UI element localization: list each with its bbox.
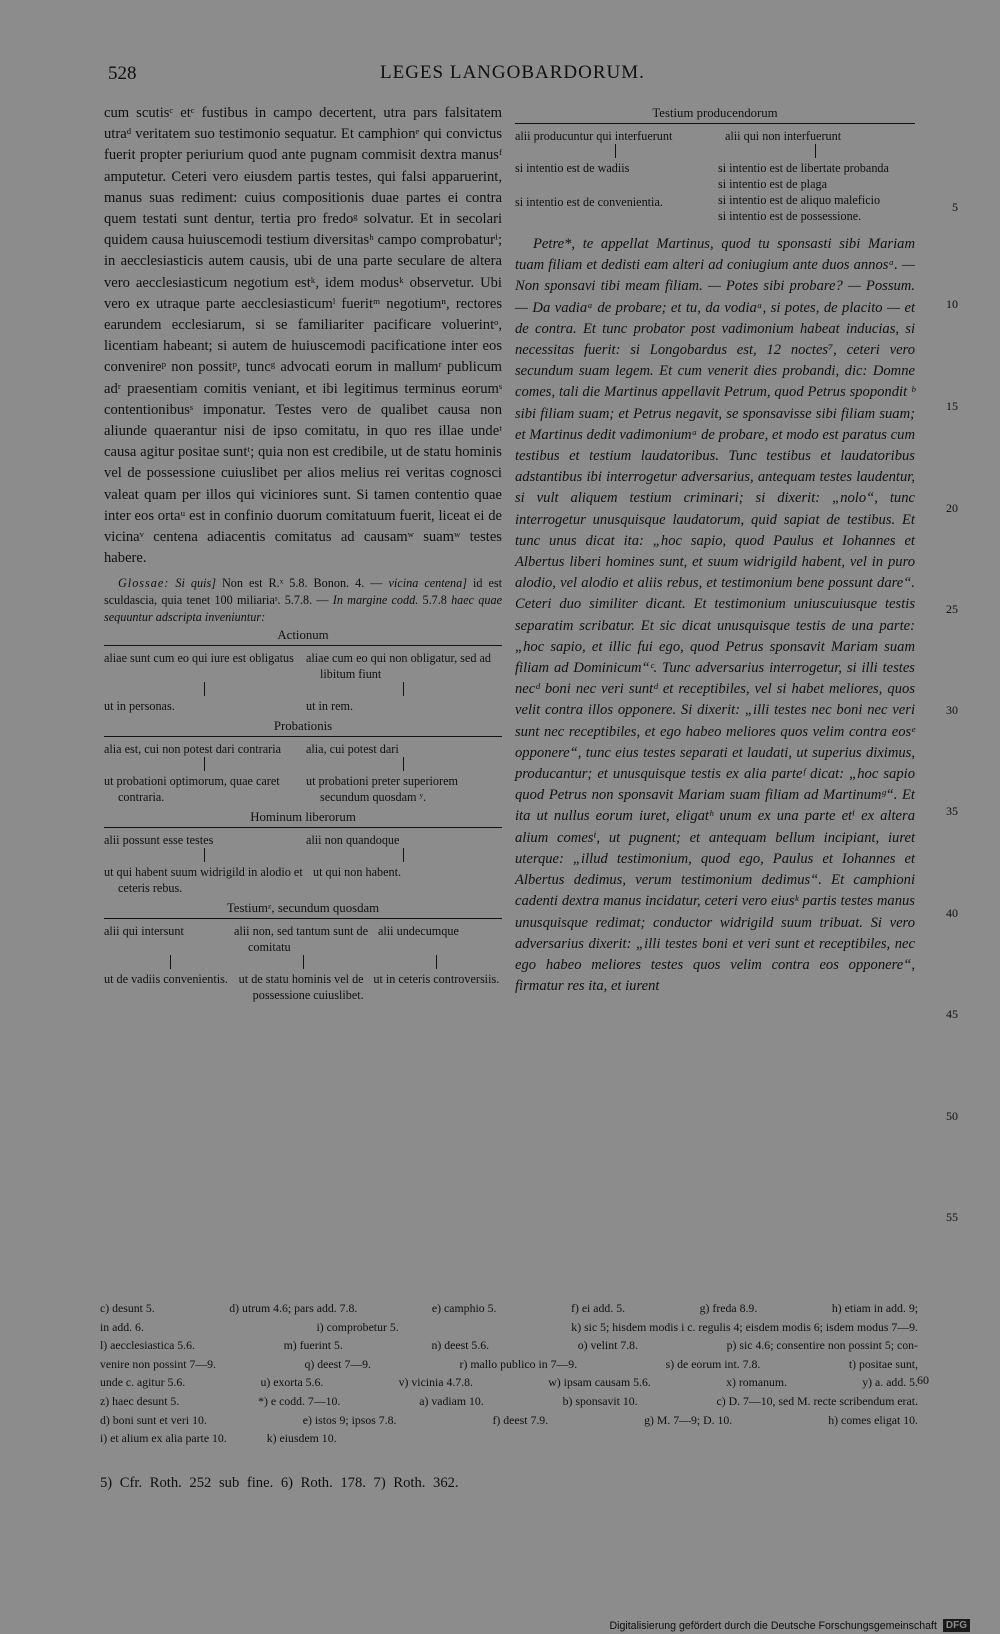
footnote-line-number: 60 [917,1373,929,1387]
diagram-connectors [104,848,502,864]
footnote-entry: m) fuerint 5. [283,1338,343,1353]
footnote-entry: o) velint 7.8. [577,1338,639,1353]
footnote-entry: k) eiusdem 10. [266,1431,337,1446]
footnote-entry: e) camphio 5. [431,1301,497,1315]
diagram-branch: alii undecumque [378,924,459,939]
footnote-entry: f) ei add. 5. [571,1301,626,1315]
page-number: 528 [108,63,137,84]
diagram-title: Hominum liberorum [250,810,356,825]
footnote-entry: d) utrum 4.6; pars add. 7.8. [229,1301,358,1315]
line-number: 45 [946,1007,958,1021]
diagram-branch: aliae sunt cum eo qui iure est obligatus [104,651,294,666]
footnote-entry: t) positae sunt, [848,1356,918,1371]
diagram-branch: alii non, sed tantum sunt de comitatu [234,924,369,955]
footnote-entry: f) deest 7.9. [492,1412,549,1427]
footnote-entry: s) de eorum int. 7.8. [665,1356,761,1371]
diagram-connectors [104,955,502,971]
footnote-entry: l) aecclesiastica 5.6. [100,1338,195,1353]
footnote-entry: venire non possint 7—9. [100,1356,216,1371]
line-number: 35 [946,804,958,818]
references: 5) Cfr. Roth. 252 sub fine. 6) Roth. 178. 7) Roth. 362. [100,1475,459,1491]
diagram-testium-producendorum [515,105,915,224]
footnote-entry: w) ipsam causam 5.6. [548,1375,651,1390]
footnote-entry: in add. 6. [100,1319,144,1334]
footnote-entry: r) mallo publico in 7—9. [459,1356,578,1371]
footnote-line [100,1299,918,1318]
diagram-branch: alii possunt esse testes [104,833,214,848]
diagram-connectors [104,682,502,698]
line-number: 5 [952,200,958,214]
diagram-leaf: si intentio est de possessione. [718,209,862,223]
footnote-entry: c) desunt 5. [100,1301,155,1315]
footnote-entry: g) freda 8.9. [699,1301,758,1315]
footnote-entry: i) et alium ex alia parte 10. [100,1431,227,1446]
glossae-text-1: Non est R.ˣ 5.8. Bonon. 4. — [221,576,383,591]
footnote-line [100,1429,918,1448]
footnote-entry: v) vicinia 4.7.8. [398,1375,473,1390]
diagram-brace [515,123,915,124]
footnote-entry: z) haec desunt 5. [100,1393,180,1408]
diagram-title: Probationis [273,719,333,734]
footnote-line [100,1373,918,1392]
footnote-line [100,1355,918,1374]
diagram-brace [104,918,502,919]
footnote-entry: *) e codd. 7—10. [258,1393,341,1408]
footnote-line [100,1336,918,1355]
footnote-entry: b) sponsavit 10. [562,1393,638,1408]
diagram-left-items [515,160,712,224]
line-number: 55 [946,1210,958,1224]
footnotes [100,1299,918,1448]
diagram-leaf: ut de vadiis convenientis. [104,972,228,987]
diagram-title: Testium producendorum [652,106,778,120]
footnote-line [100,1392,918,1411]
footnote-entry: x) romanum. [726,1375,788,1390]
footnote-entry: e) istos 9; ipsos 7.8. [302,1412,397,1427]
glossae-lemma-3: In margine codd. [332,593,419,608]
diagram-leaf: ut in ceteris controversiis. [373,972,500,987]
footnote-line [100,1318,918,1337]
left-column [104,103,502,1007]
diagram-branch: alii qui non interfuerunt [725,129,842,143]
diagram-right-items [718,160,915,224]
diagram-brace [104,827,502,828]
diagram-leaf: ut probationi preter superiorem secundum quosdam ʸ. [306,774,458,805]
line-number: 25 [946,602,958,616]
footnote-entry: u) exorta 5.6. [260,1375,324,1390]
glossae-text-3: 5.7.8 [422,593,447,608]
diagram-leaf: ut qui habent suum widrigild in alodio et ceteris rebus. [104,865,303,896]
footnote-entry: g) M. 7—9; D. 10. [644,1412,733,1427]
diagram-connectors [515,144,915,160]
diagram-connectors [104,757,502,773]
diagram-leaf: ut probationi optimorum, quae caret contraria. [104,774,280,805]
diagram-leaf: si intentio est de plaga [718,177,827,191]
footnote-entry: h) etiam in add. 9; [831,1301,918,1315]
digitization-credit-bar [609,1619,970,1632]
dfg-logo: DFG [943,1619,970,1632]
diagram-branch: aliae cum eo qui non obligatur, sed ad libitum fiunt [306,651,491,682]
diagram-testium [104,900,502,1003]
diagram-brace [104,736,502,737]
diagram-leaf: ut qui non habent. [313,865,402,880]
glossae [104,575,502,625]
line-number: 50 [946,1109,958,1123]
footnote-entry: q) deest 7—9. [304,1356,372,1371]
footnote-entry: p) sic 4.6; consentire non possint 5; con- [726,1338,918,1353]
diagram-branch: alia est, cui non potest dari contraria [104,742,281,757]
diagram-title: Actionum [277,628,329,643]
line-number: 15 [946,399,958,413]
line-number: 40 [946,906,958,920]
diagram-leaf: si intentio est de aliquo maleficio [718,193,881,207]
glossae-label: Glossae: [118,576,170,591]
diagram-leaf: ut in personas. [104,699,175,714]
right-column [515,103,915,997]
left-main-text: cum scutisᶜ etᶜ fustibus in campo decertent, utra pars falsitatem utraᵈ veritatem suo testimonio sequatur. Et camphionᵉ qui convictus fuerit propter periurium quod ante pugnam commisit dextra manusᶠ amputetur. Ceteri vero eiusdem partis testes, qui falsi apparuerint, manus suas rediment: cuius compositionis duae partes ei contra quem testati sunt dentur, tertia pro fredoᵍ solvatur. Et in secolari quidem causa huiuscemodi testium diversitasʰ campo comprobaturⁱ; in aecclesiasticis autem causis, ubi de una parte seculare de altera vero aecclesiasticum negotium estᵏ, idem modusᵏ observetur. Ubi vero ex utraque parte aecclesiasticumˡ fueritᵐ negotiumⁿ, rectores earundem ecclesiarum, si se familiariter pacificare voluerintᵒ, licentiam habeant; si autem de huiuscemodi pacificatione inter eos convenireᵖ non possitᵖ, tuncᵍ advocati eorum in mallumʳ publicum adʳ praesentiam comitis veniant, et ibi legitimus terminus eorumˢ contentionibusˢ imponatur. Testes vero de qualibet causa non aliunde quaerantur nisi de ipso comitatu, in quo res illae undeᵗ causa agitur positae suntᵗ; quia non est credibile, ut de statu hominis vel de possessione cuiuslibet per alios melius rei veritas cognosci valeat quam per illos qui viciniores sunt. Si tamen contentio quae inter eos ortaᵘ est in confinio duorum comitatuum fuerit, liceat ei de vicinaᵛ centena adiacentis comitatus ad causamʷ suamʷ testes habere. [104,105,502,567]
footnote-entry: i) comprobetur 5. [316,1319,399,1334]
line-number: 20 [946,501,958,515]
line-number: 30 [946,703,958,717]
glossae-lemma-2: vicina centena] [388,576,467,591]
footnote-entry: d) boni sunt et veri 10. [100,1412,207,1427]
diagram-branch: alii qui intersunt [104,924,184,939]
diagram-branch: alia, cui potest dari [306,742,399,757]
diagram-brace [104,645,502,646]
footnote-entry: n) deest 5.6. [431,1338,490,1353]
diagram-hominum-liberorum [104,809,502,896]
footnote-entry: h) comes eligat 10. [828,1412,918,1427]
diagram-leaf: si intentio est de convenientia. [515,195,663,209]
diagram-branch: alii producuntur qui interfuerunt [515,129,673,143]
footnote-entry: unde c. agitur 5.6. [100,1375,186,1390]
footnote-line [100,1411,918,1430]
digitization-credit: Digitalisierung gefördert durch die Deutsche Forschungsgemeinschaft [609,1619,937,1632]
glossae-lemma-1: Si quis] [175,576,216,591]
diagram-branch: alii non quandoque [306,833,400,848]
right-main-text: Petre*, te appellat Martinus, quod tu sponsasti sibi Mariam tuam filiam et dedisti eam alteri ad coniugium ante duos annosᵃ. — Non sponsavi tibi meam filiam. — Potes sibi probare? — Possum. — Da vadiaᵃ de probare; et tu, da vodiaᵃ, si potes, de placito — et de contra. Et tunc probator post vadimonium habeat inducias, si necessitas fuerit: si Longobardus est, 12 noctes⁷, ceteri vero secundum suam legem. Et cum venerit dies probandi, dic: Domne comes, tali die Martinus appellavit Petrum, quod Petrus spopondit ᵇ sibi filiam suam; et Petrus negavit, se sponsavisse sibi filiam suam; et Martinus dedit vadimoniumᵃ de probare, et modo est paratus cum testibus et testium laudatoribus. Tunc testibus et laudatoribus adstantibus ibi interrogetur adversarius, antequam testes laudentur, si vult aliquem testium criminari; si dixerit: „nolo“, tunc interrogetur unusquisque laudatorum, quid sapiat de testibus. Et tunc unus dicat ita: „hoc sapio, quod Paulus et Iohannes et Albertus liberi homines sunt, et suum widrigild habent, vel in puro alodio, vel alodio et aliis rebus, et testimonium bene possunt dare“. Ceteri duo similiter dicant. Et testimonium uniuscuiusque testis separatim scribatur. Et sic dicat unusquisque testis de una parte: „hoc sapio, et illic fui ego, quod Petrus sponsavit Mariam suam filiam ad Dominicum“ᶜ. Tunc adversarius interrogetur, si illi testes necᵈ boni nec veri suntᵈ et receptibiles, vel si habet meliores, quos velit contra illos opponere. Si dixerit: „illi testes nec boni nec veri sunt nec receptibiles, et ego habeo meliores quos velim contra eosᵉ opponere“, tunc eius testes separati et laudati, ut superius diximus, producantur; et unusquisque testis ex alia parteᶠ dicat: „hoc sapio quod Petrus non sponsavit Mariam suam filiam ad Martinumᵍ“. Et ita ut nullus eorum iuret, eligatʰ unum ex una parte etⁱ ex altera alium comesⁱ, ut pugnent; et antequam bellum incipiant, iuret uterque: „illud testimonium, quod ego, Paulus et Iohannes et Albertus dedimus, verum testimonium dedimus“. Et camphioni cadenti dextra manus incidatur, ceteri vero eiusᵏ partis testes manus unusquisque redimat; conductor widrigild suum tribuat. Si vero adversarius dixerit: „illi testes boni et veri sunt et receptibiles, nec ego habeo meliores testes quos velim contra eos opponere“, firmatur res ita, et iurent [515,236,915,995]
glossae-text-2: id est sculdascia, quia tenet 100 miliariaˢ. 5.7.8. — [104,576,503,608]
diagram-probationis [104,718,502,805]
diagram-leaf: ut in rem. [306,699,354,714]
line-number: 10 [946,297,958,311]
footnote-entry: c) D. 7—10, sed M. recte scribendum erat. [716,1393,918,1408]
diagram-title: Testiumᶻ, secundum quosdam [226,901,380,916]
footnote-entry: a) vadiam 10. [419,1393,484,1408]
diagram-actionum [104,627,502,714]
footnote-entry: k) sic 5; hisdem modis i c. regulis 4; eisdem modis 6; isdem modus 7—9. [571,1319,918,1334]
diagram-leaf: si intentio est de wadiis [515,161,630,175]
footnote-entry: y) a. add. 5. [862,1375,918,1390]
diagram-leaf: ut de statu hominis vel de possessione cuiuslibet. [238,972,364,1003]
diagram-leaf: si intentio est de libertate probanda [718,161,889,175]
glossae-lemma-4: haec quae sequuntur adscripta inveniuntur: [104,593,502,624]
running-title: LEGES LANGOBARDORUM. [380,62,645,83]
